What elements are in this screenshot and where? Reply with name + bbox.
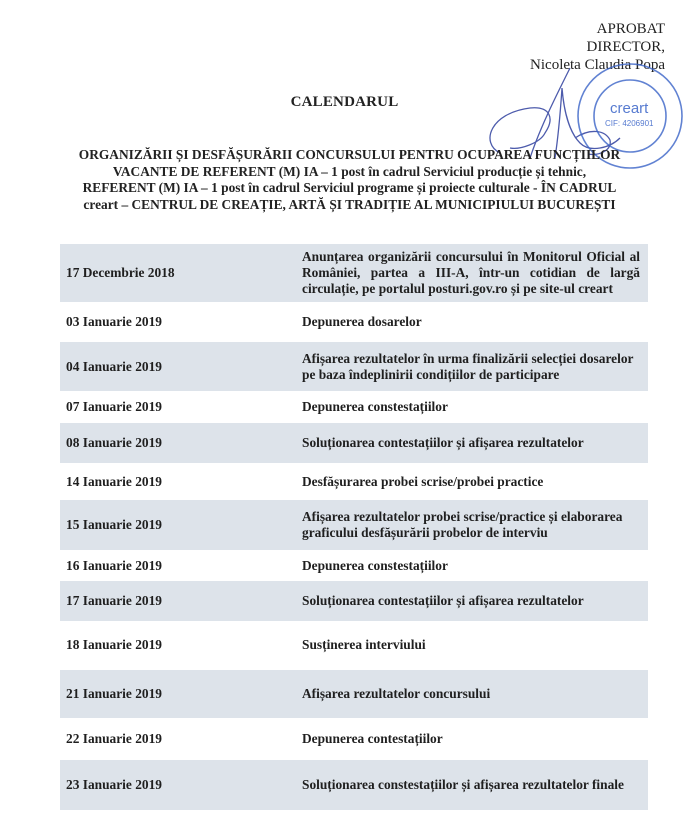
table-row (60, 500, 648, 550)
table-row (60, 342, 648, 391)
subtitle-line: creart – CENTRUL DE CREAȚIE, ARTĂ ȘI TRADIȚIE AL MUNICIPIULUI BUCUREȘTI (83, 196, 616, 212)
row-activity: Depunerea contestațiilor (302, 731, 443, 746)
row-activity: Afișarea rezultatelor în urma finalizării selecției dosarelor pe baza îndeplinirii condițiilor de participare (302, 350, 634, 382)
table-row (60, 621, 648, 668)
signature-icon (490, 68, 620, 158)
row-date: 16 Ianuarie 2019 (66, 557, 162, 573)
table-row (60, 244, 648, 302)
row-activity: Anunțarea organizării concursului în Monitorul Oficial al României, partea a III-A, într-un cotidian de largă circulație, pe portalul posturi.gov.ro și pe site-ul creart (302, 249, 640, 296)
row-date: 07 Ianuarie 2019 (66, 399, 162, 414)
row-activity: Soluționarea contestațiilor și afișarea rezultatelor (302, 435, 584, 450)
row-date: 15 Ianuarie 2019 (66, 517, 162, 532)
table-row (60, 670, 648, 718)
row-date: 23 Ianuarie 2019 (66, 777, 162, 792)
row-activity: Susținerea interviului (302, 636, 426, 652)
table-row (60, 302, 648, 342)
table-row (60, 581, 648, 621)
document-title: CALENDARUL (290, 94, 399, 110)
table-row (60, 718, 648, 760)
row-date: 03 Ianuarie 2019 (66, 314, 162, 329)
stamp-cif: CIF: 4206901 (605, 119, 654, 128)
row-date: 08 Ianuarie 2019 (66, 435, 162, 450)
table-row (60, 463, 648, 500)
table-row (60, 760, 648, 810)
stamp-logo: creart (610, 100, 649, 117)
table-row (60, 423, 648, 463)
row-date: 22 Ianuarie 2019 (66, 731, 162, 746)
row-date: 21 Ianuarie 2019 (66, 686, 162, 701)
row-date: 17 Decembrie 2018 (66, 265, 175, 280)
row-activity: Depunerea dosarelor (302, 314, 422, 329)
row-activity: Depunerea constestațiilor (302, 557, 448, 573)
document-subtitle (40, 147, 659, 213)
row-date: 14 Ianuarie 2019 (66, 473, 162, 489)
row-activity: Desfășurarea probei scrise/probei practice (302, 473, 544, 489)
row-activity: Soluționarea constestațiilor și afișarea rezultatelor finale (302, 777, 624, 792)
row-activity: Soluționarea contestațiilor și afișarea rezultatelor (302, 593, 584, 608)
subtitle-line: VACANTE DE REFERENT (M) IA – 1 post în cadrul Serviciul producție și tehnic, (112, 163, 587, 179)
subtitle-line: REFERENT (M) IA – 1 post în cadrul Serviciul programe și proiecte culturale - ÎN CADRUL (82, 180, 617, 195)
director-name: Nicoleta Claudia Popa (530, 57, 665, 73)
row-date: 17 Ianuarie 2019 (66, 593, 162, 608)
row-activity: Depunerea constestațiilor (302, 399, 448, 414)
row-activity: Afișarea rezultatelor probei scrise/practice și elaborarea graficului desfășurării probelor de interviu (302, 509, 623, 540)
director-title: DIRECTOR, (586, 39, 665, 55)
subtitle-line: ORGANIZĂRII ȘI DESFĂȘURĂRII CONCURSULUI PENTRU OCUPAREA FUNCȚIILOR (78, 147, 621, 162)
approval-label: APROBAT (596, 21, 665, 37)
table-row (60, 391, 648, 423)
table-row (60, 550, 648, 581)
row-date: 18 Ianuarie 2019 (66, 636, 162, 652)
row-activity: Afișarea rezultatelor concursului (302, 686, 491, 701)
row-date: 04 Ianuarie 2019 (66, 358, 162, 374)
